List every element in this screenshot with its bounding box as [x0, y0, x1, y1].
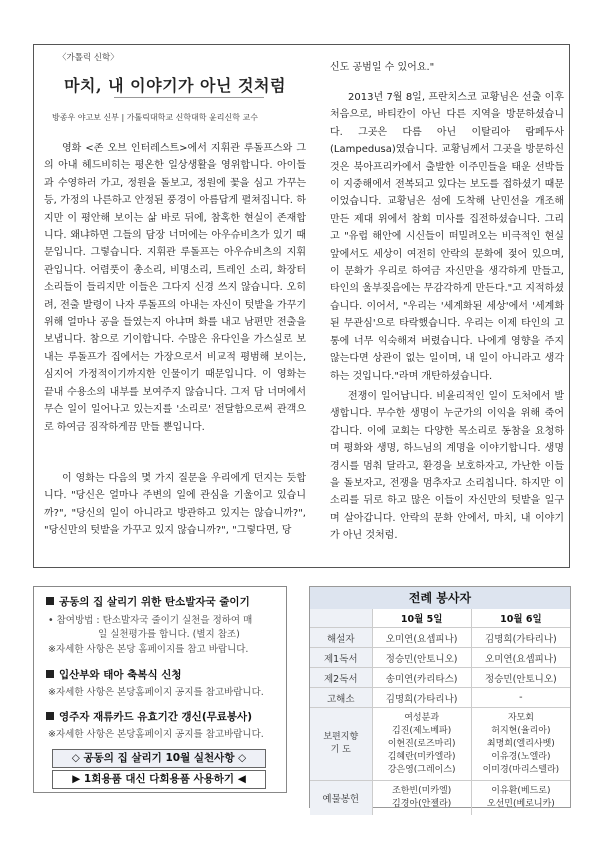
person-name: 최명희(엘리사벳) — [486, 738, 555, 749]
liturgy-volunteers-box — [309, 586, 571, 808]
notice-heading: 입산부와 태아 축복식 신청 — [46, 667, 182, 682]
table-cell: 송미연(카리타스) — [372, 668, 471, 688]
notice-reference: ※자세한 사항은 본당홈페이지 공지를 참고바랍니다. — [48, 687, 264, 698]
person-name: 이현진(로즈마리) — [387, 738, 456, 749]
group-header: 자모회 — [507, 712, 534, 723]
table-cell: 오미연(요셉피나) — [471, 648, 570, 668]
person-name: 이미경(마리스텔라) — [482, 764, 560, 775]
notice-line: 일 실천평가를 합니다. (별지 참조) — [98, 629, 240, 640]
person-name: 강은영(그레이스) — [387, 764, 456, 775]
table-row — [310, 781, 570, 816]
notices-box — [33, 586, 287, 793]
notice-heading: 영주자 재류카드 유효기간 갱신(무료봉사) — [46, 709, 252, 724]
role-label: 기 도 — [330, 745, 351, 755]
table-header-row — [310, 609, 570, 628]
section-label: 〈가톨릭 신학〉 — [58, 53, 119, 63]
role-cell: 해설자 — [310, 628, 372, 648]
person-name: 이유환(베드로) — [491, 786, 551, 796]
table-cell: - — [471, 688, 570, 708]
role-label: 보편지향 — [323, 732, 359, 742]
table-row — [310, 648, 570, 668]
table-cell — [471, 708, 570, 781]
person-name: 김혜란(미카엘라) — [387, 751, 456, 762]
table-header-cell — [310, 609, 372, 628]
person-name: 김경아(안젤라) — [392, 799, 452, 809]
table-cell: 오미연(요셉피나) — [372, 628, 471, 648]
person-name: 이유경(노엘라) — [491, 751, 551, 762]
article-paragraph: 영화 <존 오브 인터레스트>에서 지휘관 루돌프스와 그의 아내 헤드비히는 평온한 일상생활을 영위합니다. 아이들과 수영하러 가고, 정원을 돌보고, 정원에 꽃을 심고 가꾸는 등, 가정의 나른하고 안정된 풍경이 아름답게 펼쳐집니다. 하지만 이 평안해 보이는 삶 바로 뒤에, 참혹한 현실이 존재합니다. 왜냐하면 그들의 담장 너머에는 아우슈비츠가 있기 때문입니다. 그렇습니다. 지휘관 루돌프는 아우슈비츠의 지휘관입니다. 어렴풋이 총소리, 비명소리, 트레인 소리, 화장터 소리들이 들리지만 이들은 그다지 신경 쓰지 않습니다. 오히려, 전출 발령이 나자 루돌프의 아내는 자신이 텃밭을 가꾸기 위해 얼마나 공을 들였는지 아냐며 화를 내고 남편만 전출을 보냅니다. 참으로 기이합니다. 수많은 유다인을 가스실로 보내는 루돌프가 집에서는 가장으로서 비교적 평범해 보이는, 심지어 가정적이기까지한 인물이기 때문입니다. 이 영화는 끝내 수용소의 내부를 보여주지 않습니다. 그저 담 너머에서 무슨 일이 일어나고 있는지를 '소리로' 전달함으로써 관객으로 하여금 짐작하게끔 만들 뿐입니다. — [44, 143, 306, 433]
group-header: 여성분과 — [404, 712, 440, 723]
role-cell: 제1독서 — [310, 648, 372, 668]
table-row — [310, 688, 570, 708]
notice-reference: ※자세한 사항은 본당홈페이지 공지를 참고바랍니다. — [48, 729, 264, 740]
notice-reference: ※자세한 사항은 본당 홈페이지를 참고 바랍니다. — [48, 644, 249, 655]
person-name: 조한빈(미카엘) — [392, 786, 452, 796]
liturgy-volunteers-title: 전례 봉사자 — [310, 587, 570, 609]
role-cell — [310, 708, 372, 781]
table-cell — [471, 781, 570, 816]
byline: 방종우 야고보 신부 | 가톨릭대학교 신학대학 윤리신학 교수 — [52, 113, 258, 122]
table-row — [310, 628, 570, 648]
role-cell: 제2독서 — [310, 668, 372, 688]
article-box — [33, 44, 570, 568]
square-bullet-icon — [46, 670, 54, 678]
article-paragraph: 이 영화는 다음의 몇 가지 질문을 우리에게 던지는 듯합니다. "당신은 얼마나 주변의 일에 관심을 기울이고 있습니까?", "당신의 일이 아니라고 방관하고 있지는 않습니까?", "당신만의 텃밭을 가꾸고 있지 않습니까?", "그렇다면, 당 — [44, 473, 306, 537]
practice-banner-title: ◇ 공동의 집 살리기 10월 실천사항 ◇ — [52, 749, 266, 768]
title-divider — [114, 97, 264, 98]
table-cell: 김명희(가타리나) — [372, 688, 471, 708]
volunteers-table — [310, 609, 570, 815]
table-row — [310, 708, 570, 781]
notice-line: • 참여방법 : 탄소발자국 줄이기 실천을 정하여 매 — [48, 615, 253, 626]
square-bullet-icon — [46, 597, 54, 605]
role-cell: 예물봉헌 — [310, 781, 372, 816]
person-name: 오선민(베로니카) — [486, 799, 555, 809]
article-paragraph: 신도 공범일 수 있어요." — [330, 62, 435, 73]
table-cell — [372, 708, 471, 781]
notice-heading: 공동의 집 살리기 위한 탄소발자국 줄이기 — [46, 594, 250, 609]
table-header-cell: 10월 6일 — [471, 609, 570, 628]
article-paragraph: 2013년 7월 8일, 프란치스코 교황님은 선출 이후 처음으로, 바티칸이 아닌 다른 지역을 방문하셨습니다. 그곳은 다름 아닌 이탈리아 람페두사(Lampedusa)였습니다. 교황님께서 그곳을 방문하신 것은 북아프리카에서 출발한 이주민들을 태운 선박들이 지중해에서 전복되고 있다는 보도를 접하셨기 때문이었습니다. 교황님은 섬에 도착해 난민선을 개조해 만든 제대 위에서 참회 미사를 집전하셨습니다. 그리고 "유럽 해안에 시신들이 떠밀려오는 비극적인 현실 앞에서도 세상이 여전히 안락의 문화에 젖어 있으며, 이 문화가 우리로 하여금 자신만을 생각하게 만들고, 타인의 울부짖음에는 무감각하게 만든다."고 지적하셨습니다. 이어서, "우리는 '세계화된 세상'에서 '세계화된 무관심'으로 타락했습니다. 우리는 이제 타인의 고통에 너무 익숙해져 버렸습니다. 나에게 영향을 주지 않는다면 상관이 없는 일이며, 내 일이 아니라고 생각하는 것입니다."라며 개탄하셨습니다. — [330, 92, 564, 382]
practice-banner-action: ▶ 1회용품 대신 다회용품 사용하기 ◀ — [52, 770, 266, 789]
person-name: 허지현(율리아) — [491, 725, 551, 736]
table-cell: 정승민(안토니오) — [471, 668, 570, 688]
table-cell — [372, 781, 471, 816]
table-header-cell: 10월 5일 — [372, 609, 471, 628]
article-title: 마치, 내 이야기가 아닌 것처럼 — [64, 76, 286, 95]
square-bullet-icon — [46, 712, 54, 720]
table-cell: 김명희(가타리나) — [471, 628, 570, 648]
table-cell: 정승민(안토니오) — [372, 648, 471, 668]
article-paragraph: 전쟁이 일어납니다. 비윤리적인 일이 도처에서 발생합니다. 무수한 생명이 누군가의 이익을 위해 죽어갑니다. 이에 교회는 다양한 목소리로 동참을 요청하며 평화와 생명, 하느님의 계명을 이야기합니다. 생명 경시를 멈춰 달라고, 환경을 보호하자고, 가난한 이들을 돌보자고, 전쟁을 멈추자고 소리칩니다. 하지만 이 소리를 뒤로 하고 많은 이들이 자신만의 텃밭을 일구며 살아갑니다. 안락의 문화 안에서, 마치, 내 이야기가 아닌 것처럼. — [330, 391, 564, 542]
role-cell: 고해소 — [310, 688, 372, 708]
person-name: 김진(제노베파) — [392, 725, 452, 736]
table-row — [310, 668, 570, 688]
